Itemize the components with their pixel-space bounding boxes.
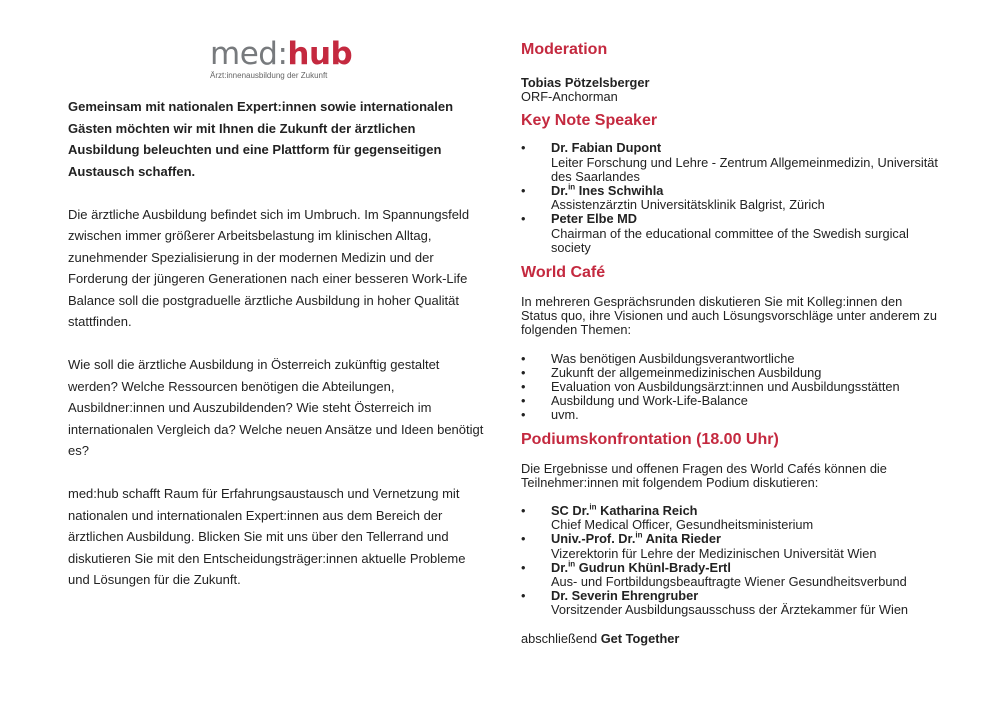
list-item [521, 212, 941, 255]
moderator-role: ORF-Anchorman [521, 89, 618, 105]
title-superscript: in [635, 531, 643, 541]
panelist-role: Vizerektorin für Lehre der Medizinischen Universität Wien [551, 545, 877, 561]
podium-list [521, 504, 941, 618]
speaker-role: Chairman of the educational committee of the Swedish surgical society [551, 225, 909, 255]
panelist-name [551, 532, 941, 546]
paragraph-fragen: Wie soll die ärztliche Ausbildung in Österreich zukünftig gestaltet werden? Welche Ressourcen benötigen die Abteilungen, Ausbildner:innen und Auszubildenden? Wie steht Österreich im internationalen Vergleich da? Welche neuen Ansätze und Ideen benötigt es? [68, 357, 484, 458]
moderation-heading: Moderation [521, 41, 608, 58]
podium-intro: Die Ergebnisse und offenen Fragen des World Cafés können die Teilnehmer:innen mit folgendem Podium diskutieren: [521, 460, 887, 490]
paragraph-medhub: med:hub schafft Raum für Erfahrungsaustausch und Vernetzung mit nationalen und internationalen Expert:innen aus dem Bereich der ärztlichen Ausbildung. Blicken Sie mit uns über den Tellerrand und diskutieren Sie mit den Entscheidungsträger:innen aktuelle Probleme und Lösungen für die Zukunft. [68, 486, 466, 587]
logo-part-hub: hub [287, 36, 353, 72]
logo-tagline: Ärzt:innenausbildung der Zukunft [210, 71, 328, 80]
speaker-name [551, 184, 941, 198]
speaker-name: • Dr. Fabian Dupont [551, 140, 662, 156]
keynote-list [521, 141, 941, 255]
title-prefix: Dr. [551, 183, 569, 199]
speaker-role: Leiter Forschung und Lehre - Zentrum Allgemeinmedizin, Universität des Saarlandes [551, 154, 938, 184]
worldcafe-section [521, 263, 941, 423]
worldcafe-topics [521, 352, 941, 423]
panelist-role: Vorsitzender Ausbildungsausschuss der Ärztekammer für Wien [551, 602, 909, 618]
list-item [521, 561, 941, 589]
title-prefix: SC Dr. [551, 503, 590, 519]
speaker-name-text: Ines Schwihla [575, 183, 664, 199]
right-column [521, 40, 941, 646]
panelist-name-text: Anita Rieder [642, 531, 721, 547]
panelist-name: • Dr. Severin Ehrengruber [551, 588, 699, 604]
speaker-name: • Peter Elbe MD [551, 211, 638, 227]
list-item: • Evaluation von Ausbildungsärzt:innen und Ausbildungsstätten [521, 380, 941, 394]
list-item: • uvm. [521, 408, 941, 422]
title-superscript: in [568, 559, 576, 569]
closing-line [521, 632, 941, 646]
list-item [521, 184, 941, 212]
paragraph-umbruch: Die ärztliche Ausbildung befindet sich im Umbruch. Im Spannungsfeld zwischen immer größerer Arbeitsbelastung im klinischen Alltag, zunehmender Spezialisierung in der modernen Medizin und der Forderung der jüngeren Generationen nach einer besseren Work-Life Balance soll die postgraduelle ärztliche Ausbildung in hoher Qualität stattfinden. [68, 206, 470, 329]
worldcafe-intro: In mehreren Gesprächsrunden diskutieren Sie mit Kolleg:innen den Status quo, ihre Visionen und auch Lösungsvorschläge unter anderem zu folgenden Themen: [521, 294, 937, 338]
title-prefix: Univ.-Prof. Dr. [551, 531, 636, 547]
list-item: • Was benötigen Ausbildungsverantwortliche [521, 352, 941, 366]
logo-part-med: med: [210, 36, 288, 72]
list-item [521, 532, 941, 560]
title-superscript: in [568, 182, 576, 192]
podium-section [521, 430, 941, 646]
panelist-name-text: Katharina Reich [596, 503, 698, 519]
panelist-name [551, 504, 941, 518]
logo-wordmark [210, 36, 353, 72]
intro-paragraph: Gemeinsam mit nationalen Expert:innen sowie internationalen Gästen möchten wir mit Ihnen die Zukunft der ärztlichen Ausbildung beleuchten und eine Plattform für gegenseitigen Austausch schaffen. [68, 99, 454, 179]
title-superscript: in [589, 502, 597, 512]
title-prefix: Dr. [551, 559, 569, 575]
panelist-name [551, 561, 941, 575]
worldcafe-heading: World Café [521, 264, 606, 282]
list-item [521, 589, 941, 617]
moderator-name: Tobias Pötzelsberger [521, 75, 650, 90]
moderation-section [521, 40, 941, 104]
closing-get-together: Get Together [600, 630, 680, 646]
left-column [68, 96, 488, 612]
panelist-name-text: Gudrun Khünl-Brady-Ertl [575, 559, 731, 575]
speaker-role: Assistenzärztin Universitätsklinik Balgrist, Zürich [551, 197, 825, 213]
medhub-logo [210, 36, 353, 80]
keynote-heading: Key Note Speaker [521, 112, 658, 130]
keynote-section [521, 111, 941, 255]
list-item [521, 504, 941, 532]
list-item: • Ausbildung und Work-Life-Balance [521, 394, 941, 408]
podium-heading: Podiumskonfrontation (18.00 Uhr) [521, 430, 779, 448]
panelist-role: Chief Medical Officer, Gesundheitsministerium [551, 517, 814, 533]
closing-text: abschließend [521, 630, 601, 646]
list-item [521, 141, 941, 184]
list-item: • Zukunft der allgemeinmedizinischen Ausbildung [521, 366, 941, 380]
panelist-role: Aus- und Fortbildungsbeauftragte Wiener Gesundheitsverbund [551, 574, 907, 590]
